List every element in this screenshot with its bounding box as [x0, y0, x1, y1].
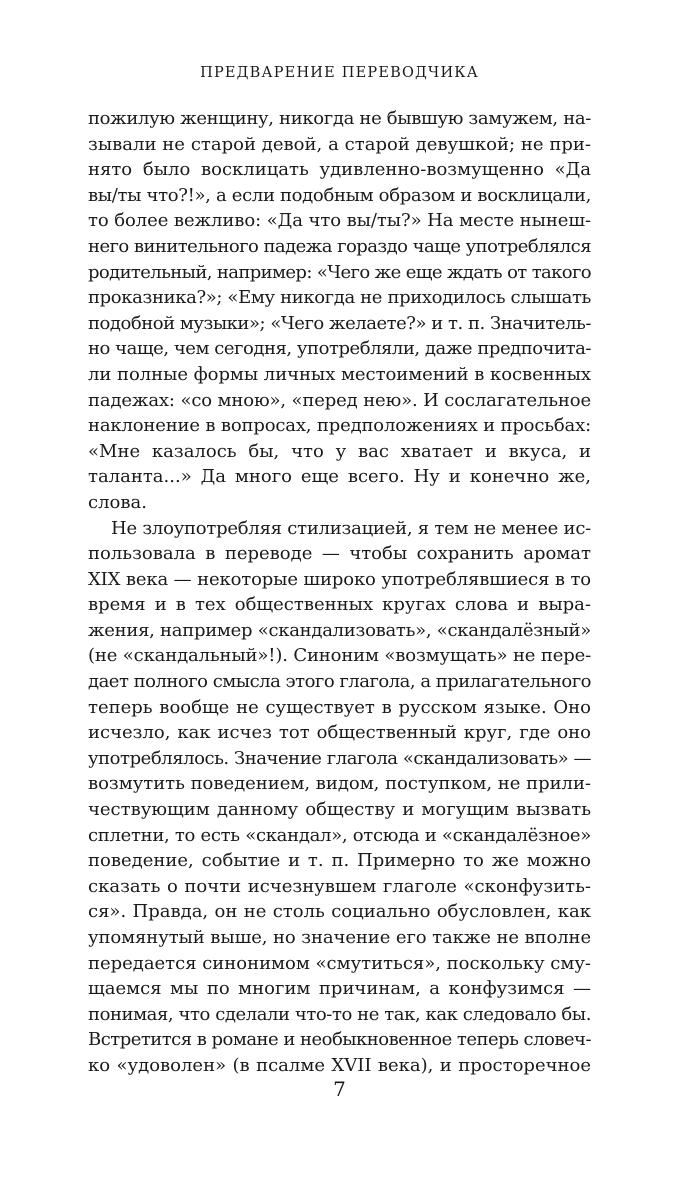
paragraph-1-tail: «Мне казалось бы, что у вас хватает и вкуса, и таланта...» Да много еще всего. Ну и конечно же, слова. [88, 440, 591, 513]
text-line: пользовала в переводе — чтобы сохранить аромат [88, 543, 591, 565]
text-line: щаемся мы по многим причинам, а конфузимся — [88, 978, 591, 1000]
text-line: исчезло, как исчез тот общественный круг, где оно [88, 722, 591, 744]
text-line: возмутить поведением, видом, поступком, не прили- [88, 773, 591, 795]
text-line: дает полного смысла этого глагола, а прилагательного [88, 671, 591, 693]
text-line: упомянутый выше, но значение его также не вполне [88, 927, 591, 948]
text-line: него винительного падежа гораздо чаще употреблялся [88, 235, 591, 257]
text-line: нято было восклицать удивленно-возмущенно «Да [88, 159, 591, 181]
text-line: передается синонимом «смутиться», поскольку сму- [88, 952, 592, 974]
text-line: понимая, что сделали что-то не так, как следовало бы. [88, 1003, 591, 1025]
text-line: родительный, например: «Чего же еще ждать от такого [88, 261, 591, 283]
text-line: наклонение в вопросах, предположениях и просьбах: [88, 415, 591, 437]
text-line: падежах: «со мною», «перед нею». И сослагательное [88, 389, 591, 411]
text-line: Не злоупотребляя стилизацией, я тем не менее ис- [111, 517, 591, 539]
text-line: вы/ты что?!», а если подобным образом и восклицали, [88, 184, 591, 206]
text-line: (не «скандальный»!). Синоним «возмущать» не пере- [88, 645, 591, 667]
text-line: ли полные формы личных местоимений в косвенных [88, 363, 591, 385]
running-head: ПРЕДВАРЕНИЕ ПЕРЕВОДЧИКА [200, 65, 479, 81]
text-line: употреблялось. Значение глагола «скандализовать» — [88, 747, 591, 769]
text-line: подобной музыки»; «Чего желаете?» и т. п. Значитель- [88, 312, 591, 334]
text-line: время и в тех общественных кругах слова и выра- [88, 594, 591, 616]
text-line: жения, например «скандализовать», «скандалёзный» [88, 619, 591, 641]
text-line: ся». Правда, он не столь социально обусловлен, как [88, 901, 591, 923]
paragraph-2 [88, 516, 591, 1079]
text-line: ко «удоволен» (в псалме XVII века), и просторечное [88, 1054, 591, 1076]
text-line: сплетни, то есть «скандал», отсюда и «скандалёзное» [88, 824, 591, 846]
text-line: теперь вообще не существует в русском языке. Оно [88, 696, 591, 718]
paragraph-1 [88, 106, 591, 516]
text-line: зывали не старой девой, а старой девушкой; не при- [88, 133, 591, 155]
body-text [88, 106, 591, 1079]
text-line: то более вежливо: «Да что вы/ты?» На месте нынеш- [88, 210, 591, 232]
text-line: Встретится в романе и необыкновенное теперь словеч- [88, 1029, 591, 1051]
text-line: чествующим данному обществу и могущим вызвать [88, 799, 591, 821]
text-line: но чаще, чем сегодня, употребляли, даже предпочита- [88, 338, 591, 360]
text-line: сказать о почти исчезнувшем глаголе «сконфузить- [88, 875, 591, 897]
text-line: пожилую женщину, никогда не бывшую замужем, на- [88, 108, 591, 129]
text-line: XIX века — некоторые широко употреблявшиеся в то [88, 568, 591, 590]
text-line: поведение, событие и т. п. Примерно то же можно [88, 850, 591, 872]
text-line: проказника?»; «Ему никогда не приходилось слышать [88, 287, 591, 309]
page-number: 7 [333, 1077, 346, 1101]
